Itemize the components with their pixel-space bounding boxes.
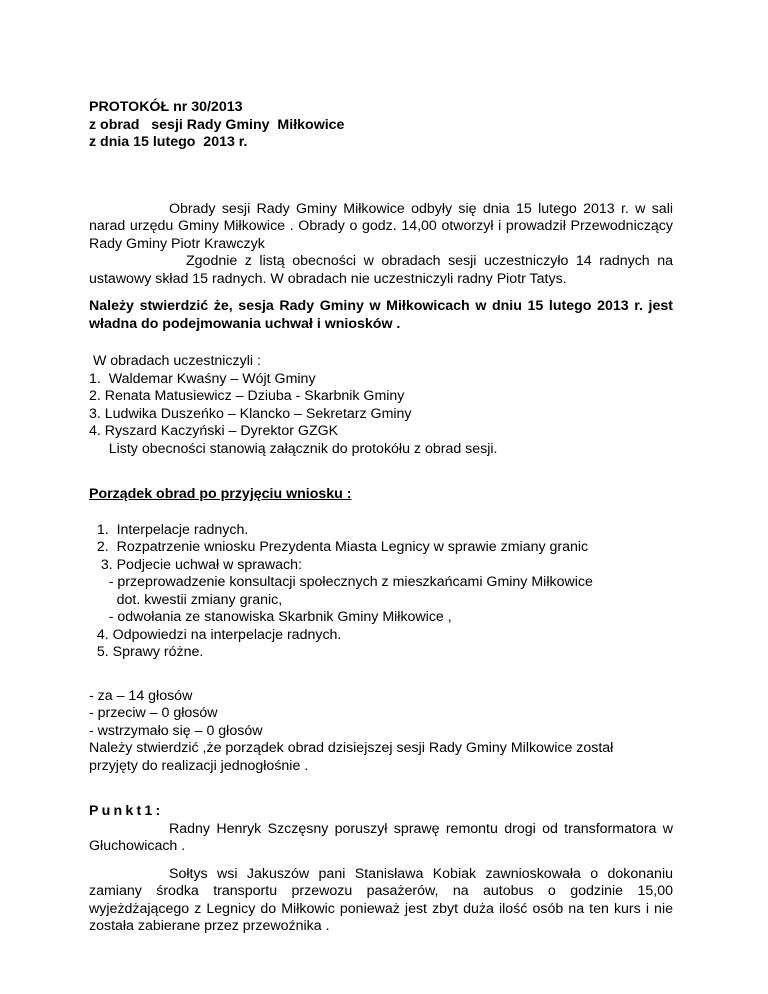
participants-list — [89, 353, 673, 458]
agenda-item: 2. Rozpatrzenie wniosku Prezydenta Miasta Legnicy w sprawie zmiany granic — [89, 539, 589, 555]
punkt-1-title: Punkt1: — [89, 803, 164, 819]
agenda-item: - odwołania ze stanowiska Skarbnik Gminy Miłkowice , — [89, 609, 452, 625]
vote-conclusion-line: Należy stwierdzić ,że porządek obrad dzisiejszej sesji Rady Gminy Milkowice został — [89, 740, 614, 756]
title-line-2: z obrad sesji Rady Gminy Miłkowice — [89, 116, 345, 133]
participant-item: 3. Ludwika Duszeńko – Klancko – Sekretarz Gminy — [89, 405, 412, 422]
participant-item: 1. Waldemar Kwaśny – Wójt Gminy — [89, 370, 316, 387]
vote-conclusion-line: przyjęty do realizacji jednogłośnie . — [89, 757, 309, 774]
agenda-list — [89, 522, 673, 662]
attendance-paragraph: Zgodnie z listą obecności w obradach sesji uczestniczyło 14 radnych na ustawowy skład 15 radnych. W obradach nie uczestniczyli radny Piotr Tatys. — [89, 253, 673, 287]
participant-item: 2. Renata Matusiewicz – Dziuba - Skarbnik Gminy — [89, 388, 405, 404]
title-line-3: z dnia 15 lutego 2013 r. — [89, 134, 248, 150]
punkt-1-paragraph-2: Sołtys wsi Jakuszów pani Stanisława Kobiak zawnioskowała o dokonaniu zamiany środka transportu przewozu pasażerów, na autobus o godzinie 15,00 wyjeżdżającego z Legnicy do Miłkowic ponieważ jest zbyt duża ilość osób na ten kurs i nie została zabierane przez przewoźnika . — [89, 865, 673, 934]
vote-line: - przeciw – 0 głosów — [89, 705, 218, 721]
quorum-statement: Należy stwierdzić że, sesja Rady Gminy w Miłkowicach w dniu 15 lutego 2013 r. jest władna do podejmowania uchwał i wniosków . — [89, 298, 673, 332]
agenda-item: 1. Interpelacje radnych. — [89, 521, 249, 538]
punkt-1-paragraph-1: Radny Henryk Szczęsny poruszył sprawę remontu drogi od transformatora w Głuchowicach . — [89, 820, 673, 854]
attendance-note: Listy obecności stanowią załącznik do protokółu z obrad sesji. — [89, 440, 498, 457]
agenda-item: 3. Podjecie uchwał w sprawach: — [89, 556, 302, 573]
vote-results — [89, 688, 673, 776]
participant-item: 4. Ryszard Kaczyński – Dyrektor GZGK — [89, 423, 339, 439]
document-page — [89, 99, 673, 936]
agenda-item: 5. Sprawy różne. — [89, 644, 204, 660]
document-title — [89, 99, 673, 152]
participants-heading: W obradach uczestniczyli : — [89, 353, 261, 369]
agenda-item: dot. kwestii zmiany granic, — [89, 591, 283, 608]
intro-paragraph: Obrady sesji Rady Gminy Miłkowice odbyły się dnia 15 lutego 2013 r. w sali narad urzędu Gminy Miłkowice . Obrady o godz. 14,00 otworzył i prowadził Przewodniczący Rady Gminy Piotr Krawczyk — [89, 200, 673, 252]
agenda-item: 4. Odpowiedzi na interpelacje radnych. — [89, 626, 342, 643]
vote-line: - za – 14 głosów — [89, 687, 193, 704]
title-line-1: PROTOKÓŁ nr 30/2013 — [89, 99, 243, 115]
agenda-title: Porządek obrad po przyjęciu wniosku : — [89, 486, 352, 502]
agenda-item: - przeprowadzenie konsultacji społecznych z mieszkańcami Gminy Miłkowice — [89, 574, 593, 590]
vote-line: - wstrzymało się – 0 głosów — [89, 722, 263, 739]
